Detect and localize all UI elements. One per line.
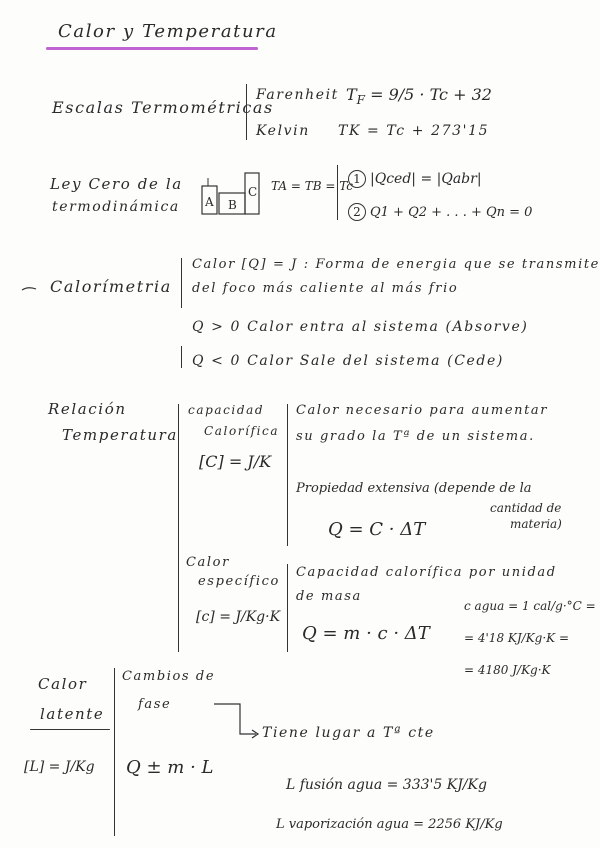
- calorimetria-line-4: Q < 0 Calor Sale del sistema (Cede): [192, 353, 504, 369]
- calorimetria-line-3: Q > 0 Calor entra al sistema (Absorve): [192, 319, 529, 335]
- kelvin-name: Kelvin: [256, 123, 310, 139]
- cagua-line-1: c agua = 1 cal/g·°C =: [464, 599, 596, 613]
- latente-label-2: latente: [40, 705, 105, 723]
- capacidad-desc-2: su grado la Tª de un sistema.: [296, 429, 535, 444]
- latente-formula: Q ± m · L: [126, 757, 214, 778]
- escalas-label: Escalas Termométricas: [52, 98, 274, 117]
- vaporizacion-line: L vaporización agua = 2256 KJ/Kg: [276, 817, 503, 832]
- propiedad-line-1: Propiedad extensiva (depende de la: [296, 481, 532, 496]
- especifico-desc-2: de masa: [296, 589, 362, 604]
- calorimetria-label: Calorímetria: [50, 277, 172, 296]
- especifico-desc-1: Capacidad calorífica por unidad: [296, 565, 557, 580]
- calorimetria-line-1: Calor [Q] = J : Forma de energia que se transmite: [192, 257, 600, 272]
- relacion-label-2: Temperatura: [62, 426, 178, 444]
- especifico-label-1: Calor: [186, 555, 230, 570]
- capacidad-units: [C] = J/K: [199, 452, 272, 471]
- farenheit-name: Farenheit: [256, 87, 339, 103]
- cambios-line-1: Cambios de: [122, 669, 216, 684]
- cambios-line-2: fase: [138, 697, 172, 712]
- capacidad-label-1: capacidad: [188, 403, 265, 417]
- capacidad-formula: Q = C · ΔT: [328, 519, 426, 540]
- page-title: Calor y Temperatura: [58, 21, 278, 42]
- ley-cero-equality: TA = TB = Tc: [271, 179, 353, 193]
- farenheit-eq-right: = 9/5 · Tc + 32: [370, 85, 492, 104]
- box-a-label: A: [205, 195, 214, 209]
- cagua-line-2: = 4'18 KJ/Kg·K =: [464, 631, 569, 645]
- latente-units: [L] = J/Kg: [24, 759, 95, 775]
- calorimetria-line-2: del foco más caliente al más frio: [192, 281, 459, 296]
- capacidad-desc-1: Calor necesario para aumentar: [296, 403, 549, 418]
- item-1-number: 1: [348, 170, 366, 188]
- capacidad-label-2: Calorífica: [204, 424, 280, 438]
- propiedad-line-2: cantidad de: [490, 501, 562, 515]
- relacion-label-1: Relación: [48, 400, 127, 418]
- farenheit-eq-left: T: [346, 85, 357, 104]
- item-1-text: |Qced| = |Qabr|: [370, 171, 482, 187]
- item-2-number: 2: [348, 203, 366, 221]
- fusion-line: L fusión agua = 333'5 KJ/Kg: [286, 777, 487, 793]
- ley-cero-label-1: Ley Cero de la: [50, 175, 183, 193]
- especifico-label-2: específico: [198, 574, 280, 589]
- ley-cero-label-2: termodinámica: [52, 199, 180, 215]
- propiedad-line-3: materia): [510, 517, 562, 531]
- box-b-label: B: [228, 198, 237, 212]
- tiene-lugar: Tiene lugar a Tª cte: [262, 725, 435, 741]
- especifico-units: [c] = J/Kg·K: [196, 609, 281, 625]
- box-c-label: C: [248, 185, 258, 199]
- especifico-formula: Q = m · c · ΔT: [302, 623, 430, 644]
- kelvin-eq: TK = Tc + 273'15: [338, 123, 490, 139]
- cagua-line-3: = 4180 J/Kg·K: [464, 663, 551, 677]
- item-2-text: Q1 + Q2 + . . . + Qn = 0: [370, 205, 533, 220]
- latente-label-1: Calor: [38, 675, 88, 693]
- farenheit-eq-sub: F: [356, 93, 365, 108]
